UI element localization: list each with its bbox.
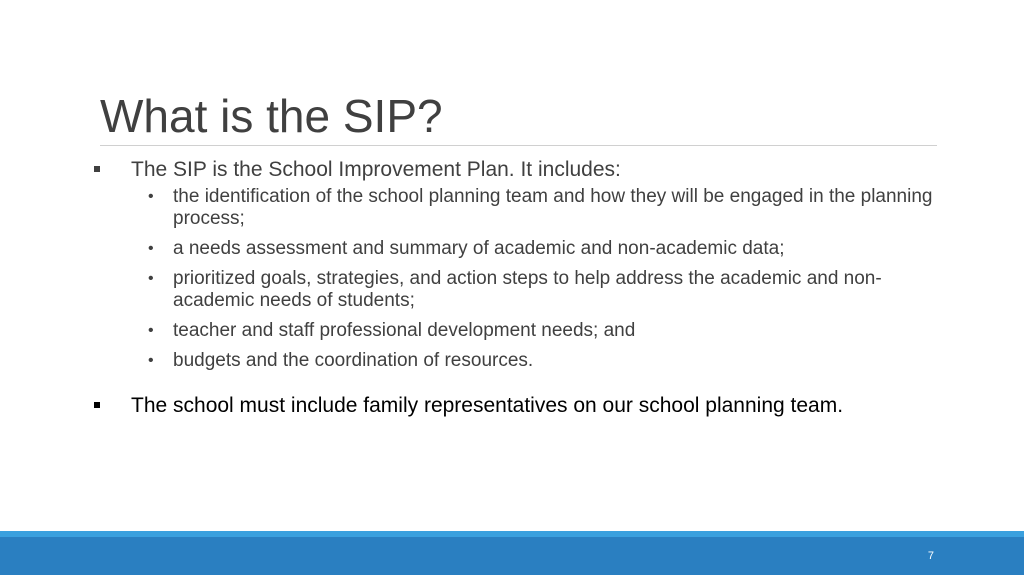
square-bullet-icon — [94, 402, 100, 408]
round-bullet-icon: • — [148, 352, 154, 369]
list-item-text: a needs assessment and summary of academic and non-academic data; — [173, 238, 785, 259]
list-item — [90, 238, 940, 260]
round-bullet-icon: • — [148, 188, 154, 205]
round-bullet-icon: • — [148, 270, 154, 287]
title-divider — [100, 145, 937, 146]
list-item-text: prioritized goals, strategies, and action steps to help address the academic and non-academic needs of students; — [173, 268, 882, 311]
page-number: 7 — [927, 550, 934, 562]
square-bullet-icon — [94, 166, 100, 172]
bullet-family-representatives — [90, 392, 940, 420]
list-item — [90, 186, 940, 230]
list-item-text: teacher and staff professional development needs; and — [173, 320, 636, 341]
bullet-text: The school must include family representatives on our school planning team. — [131, 394, 844, 417]
list-item — [90, 350, 940, 372]
round-bullet-icon: • — [148, 322, 154, 339]
bullet-sip-definition — [90, 156, 940, 184]
slide-title: What is the SIP? — [100, 90, 443, 142]
footer-band — [0, 531, 1024, 575]
list-item-text: the identification of the school planning team and how they will be engaged in the planning process; — [173, 186, 933, 229]
round-bullet-icon: • — [148, 240, 154, 257]
list-item-text: budgets and the coordination of resources. — [173, 350, 534, 371]
sip-includes-list — [90, 186, 940, 372]
list-item — [90, 268, 940, 312]
list-item — [90, 320, 940, 342]
bullet-text: The SIP is the School Improvement Plan. It includes: — [131, 158, 621, 181]
slide-body — [90, 156, 940, 420]
